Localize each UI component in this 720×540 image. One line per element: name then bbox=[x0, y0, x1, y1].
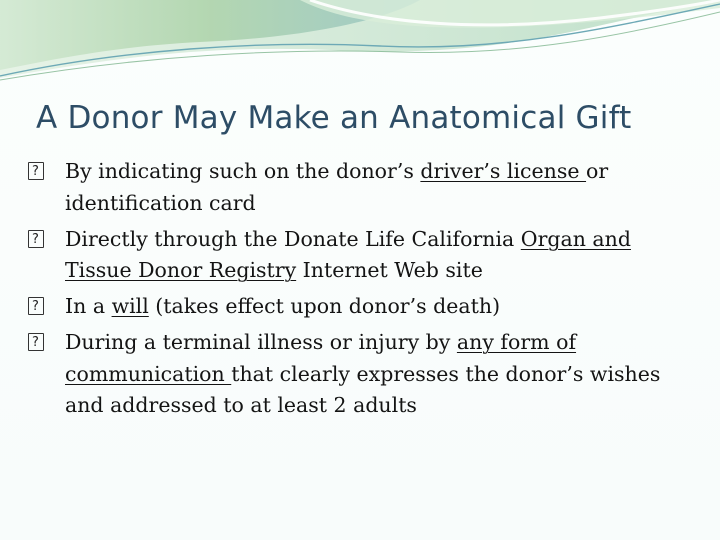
bullet-text: During a terminal illness or injury by bbox=[65, 330, 457, 354]
bullet-list bbox=[28, 156, 698, 426]
bullet-underlined-text: any form of communication bbox=[65, 330, 577, 386]
header-wave-decoration bbox=[0, 0, 720, 90]
square-bullet-icon bbox=[28, 162, 44, 180]
bullet-text: (takes effect upon donor’s death) bbox=[148, 294, 501, 318]
bullet-text: Internet Web site bbox=[296, 258, 483, 282]
bullet-item bbox=[28, 156, 698, 219]
bullet-item bbox=[28, 291, 698, 323]
bullet-item bbox=[28, 224, 698, 287]
bullet-item bbox=[28, 327, 698, 422]
bullet-text: that clearly expresses the donor’s wishes and addressed to at least 2 adults bbox=[65, 361, 661, 417]
square-bullet-icon bbox=[28, 230, 44, 248]
bullet-underlined-text: will bbox=[111, 294, 149, 318]
bullet-underlined-text: driver’s license bbox=[420, 159, 587, 183]
bullet-text: or identification card bbox=[65, 159, 609, 215]
slide-title: A Donor May Make an Anatomical Gift bbox=[36, 100, 632, 136]
bullet-text: In a bbox=[65, 294, 112, 318]
bullet-text: By indicating such on the donor’s bbox=[65, 159, 421, 183]
bullet-text: Directly through the Donate Life California bbox=[65, 226, 521, 251]
square-bullet-icon bbox=[28, 297, 44, 315]
bullet-underlined-text: Organ and Tissue Donor Registry bbox=[65, 226, 631, 282]
square-bullet-icon bbox=[28, 333, 44, 351]
